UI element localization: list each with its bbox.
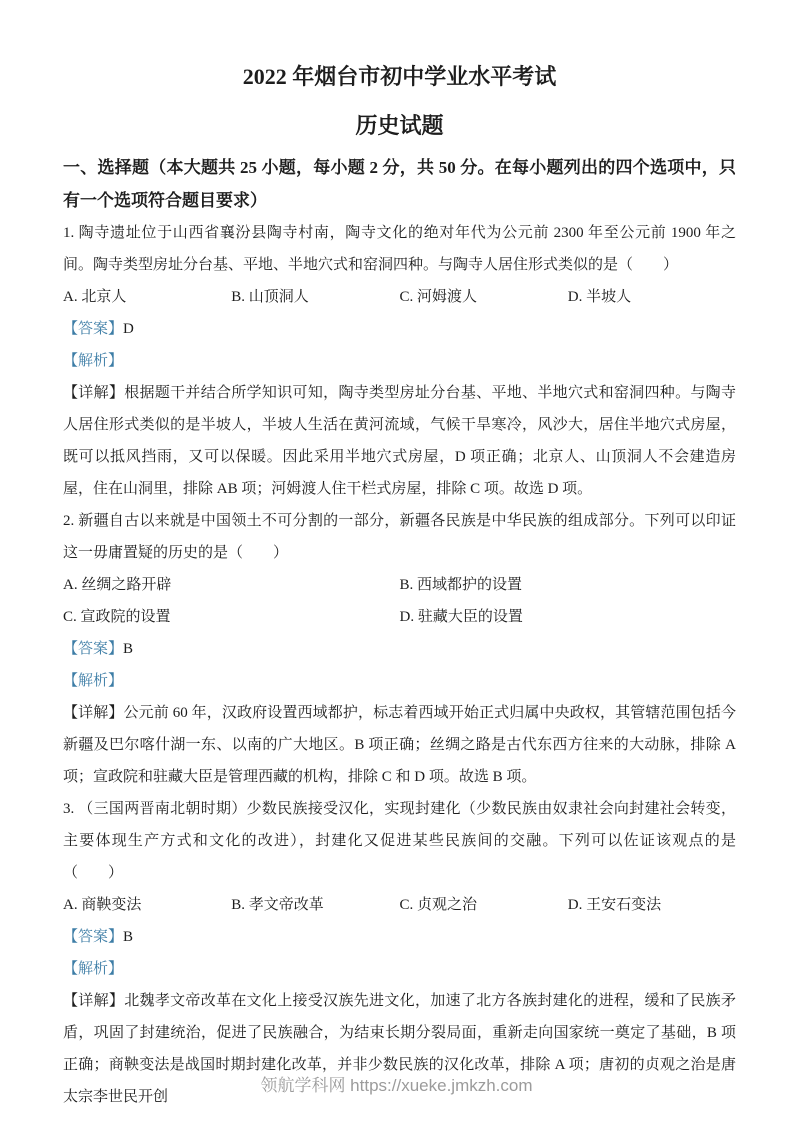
- option-c: C. 宣政院的设置: [63, 609, 171, 625]
- detail-text: 北魏孝文帝改革在文化上接受汉族先进文化，加速了北方各族封建化的进程，缓和了民族矛盾，巩固了封建统治，促进了民族融合，为结束长期分裂局面，重新走向国家统一奠定了基础，B 项正确；商鞅变法是战国时期封建化改革，并非少数民族的汉化改革，排除 A 项；唐初的贞观之治是唐太宗李世民开创: [63, 993, 736, 1105]
- answer-value: D: [123, 321, 134, 337]
- analysis-line: [63, 953, 736, 985]
- answer-value: B: [123, 641, 134, 657]
- detail-paragraph: [63, 697, 736, 793]
- option-a: A. 北京人: [63, 289, 127, 305]
- answer-label: 【答案】: [63, 321, 124, 337]
- question-stem: 3. （三国两晋南北朝时期）少数民族接受汉化，实现封建化（少数民族由奴隶社会向封建社会转变，主要体现生产方式和文化的改进），封建化又促进某些民族间的交融。下列可以佐证该观点的是（ ）: [63, 801, 736, 881]
- answer-label: 【答案】: [63, 641, 124, 657]
- exam-title: 2022 年烟台市初中学业水平考试: [242, 64, 557, 89]
- question-stem: 2. 新疆自古以来就是中国领土不可分割的一部分，新疆各民族是中华民族的组成部分。下列可以印证这一毋庸置疑的历史的是（ ）: [63, 513, 736, 561]
- answer-value: B: [123, 929, 134, 945]
- option-b: B. 西域都护的设置: [399, 577, 523, 593]
- answer-line: [63, 633, 736, 665]
- question-block: [63, 217, 736, 505]
- option-d: D. 驻藏大臣的设置: [399, 609, 523, 625]
- section-header: 一、选择题（本大题共 25 小题，每小题 2 分，共 50 分。在每小题列出的四个选项中，只有一个选项符合题目要求）: [63, 158, 736, 210]
- analysis-label: 【解析】: [63, 673, 124, 689]
- watermark-text: 领航学科网 https://xueke.jmkzh.com: [260, 1076, 533, 1095]
- option-d: D. 王安石变法: [567, 897, 662, 913]
- option-c: C. 河姆渡人: [399, 289, 478, 305]
- questions-list: [63, 217, 736, 1113]
- detail-label: 【详解】: [63, 705, 124, 721]
- option-d: D. 半坡人: [567, 289, 632, 305]
- detail-paragraph: [63, 377, 736, 505]
- answer-line: [63, 921, 736, 953]
- analysis-line: [63, 345, 736, 377]
- question-stem: 1. 陶寺遗址位于山西省襄汾县陶寺村南，陶寺文化的绝对年代为公元前 2300 年至公元前 1900 年之间。陶寺类型房址分台基、平地、半地穴式和窑洞四种。与陶寺人居住形式类似的是（ ）: [63, 225, 736, 273]
- options-row: [63, 889, 736, 921]
- detail-text: 公元前 60 年，汉政府设置西域都护，标志着西域开始正式归属中央政权，其管辖范围包括今新疆及巴尔喀什湖一东、以南的广大地区。B 项正确；丝绸之路是古代东西方往来的大动脉，排除 A 项；宣政院和驻藏大臣是管理西藏的机构，排除 C 和 D 项。故选 B 项。: [63, 705, 736, 785]
- question-block: [63, 793, 736, 1113]
- detail-text: 根据题干并结合所学知识可知，陶寺类型房址分台基、平地、半地穴式和窑洞四种。与陶寺人居住形式类似的是半坡人，半坡人生活在黄河流域，气候干旱寒冷，风沙大，居住半地穴式房屋，既可以抵风挡雨，又可以保暖。因此采用半地穴式房屋，D 项正确；北京人、山顶洞人不会建造房屋，住在山洞里，排除 AB 项；河姆渡人住干栏式房屋，排除 C 项。故选 D 项。: [63, 385, 736, 497]
- detail-label: 【详解】: [63, 993, 125, 1009]
- option-b: B. 孝文帝改革: [231, 897, 324, 913]
- analysis-label: 【解析】: [63, 353, 124, 369]
- question-block: [63, 505, 736, 793]
- option-b: B. 山顶洞人: [231, 289, 309, 305]
- analysis-label: 【解析】: [63, 961, 124, 977]
- answer-line: [63, 313, 736, 345]
- analysis-line: [63, 665, 736, 697]
- options-row: [63, 281, 736, 313]
- option-a: A. 丝绸之路开辟: [63, 577, 172, 593]
- watermark-footer: [0, 1071, 793, 1096]
- answer-label: 【答案】: [63, 929, 124, 945]
- option-c: C. 贞观之治: [399, 897, 478, 913]
- exam-subtitle: 历史试题: [355, 113, 444, 138]
- detail-label: 【详解】: [63, 385, 125, 401]
- options-row: [63, 569, 736, 633]
- option-a: A. 商鞅变法: [63, 897, 142, 913]
